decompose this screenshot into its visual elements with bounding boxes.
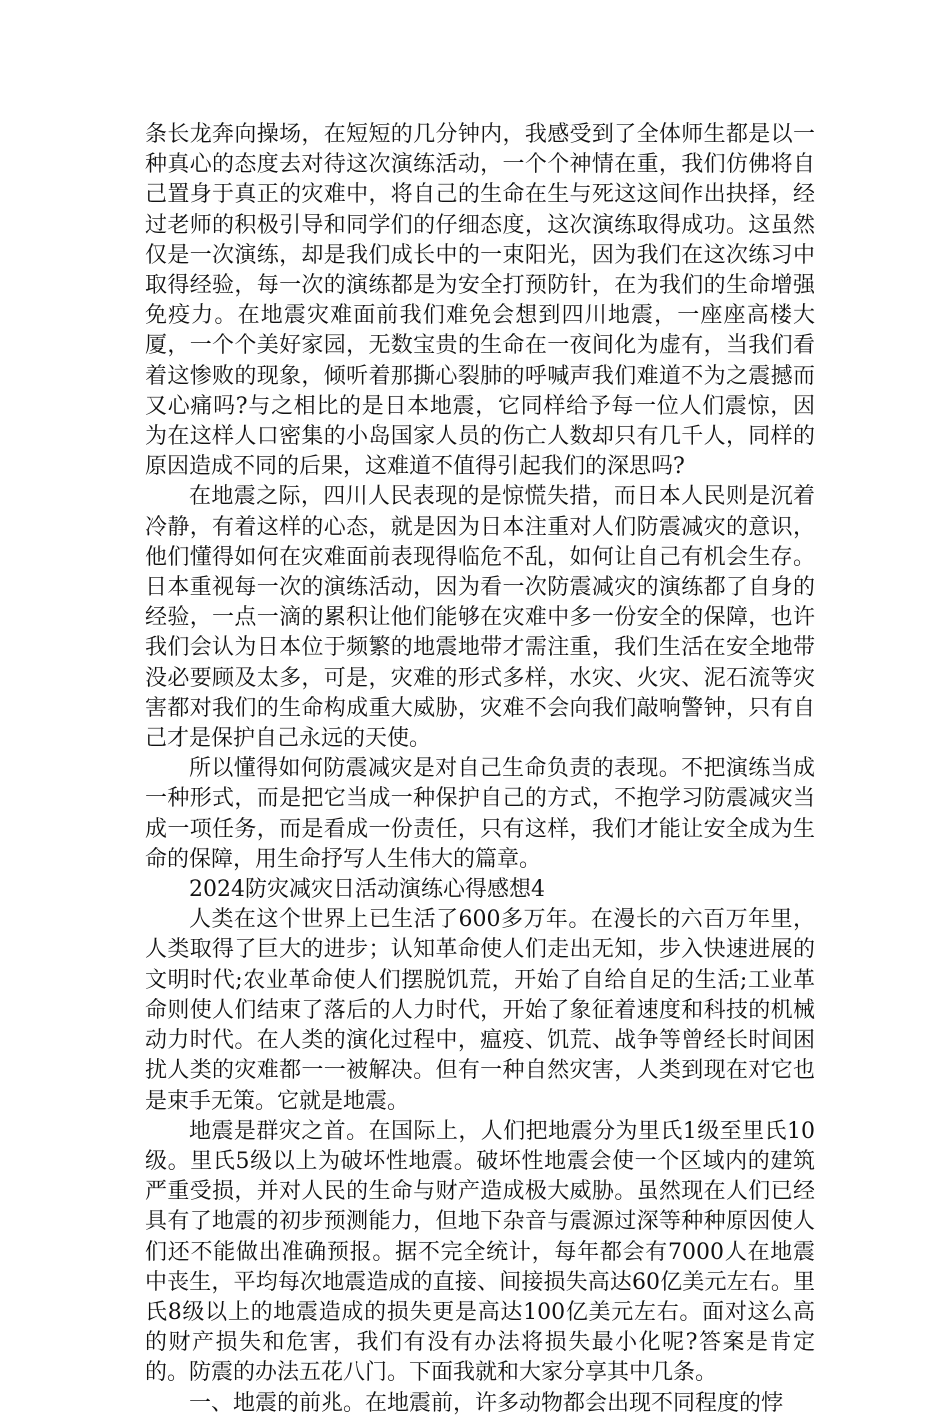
document-page [145, 120, 815, 1419]
body-paragraph: 人类在这个世界上已生活了600多万年。在漫长的六百万年里，人类取得了巨大的进步；认知革命使人们走出无知，步入快速进展的文明时代;农业革命使人们摆脱饥荒，开始了自给自足的生活;工业革命则使人们结束了落后的人力时代，开始了象征着速度和科技的机械动力时代。在人类的演化过程中，瘟疫、饥荒、战争等曾经长时间困扰人类的灾难都一一被解决。但有一种自然灾害，人类到现在对它也是束手无策。它就是地震。 [145, 907, 815, 1114]
body-paragraph: 地震是群灾之首。在国际上，人们把地震分为里氏1级至里氏10级。里氏5级以上为破坏性地震。破坏性地震会使一个区域内的建筑严重受损，并对人民的生命与财产造成极大威胁。虽然现在人们已经具有了地震的初步预测能力，但地下杂音与震源过深等种种原因使人们还不能做出准确预报。据不完全统计，每年都会有7000人在地震中丧生，平均每次地震造成的直接、间接损失高达60亿美元左右。里氏8级以上的地震造成的损失更是高达100亿美元左右。面对这么高的财产损失和危害，我们有没有办法将损失最小化呢?答案是肯定的。防震的办法五花八门。下面我就和大家分享其中几条。 [145, 1118, 815, 1386]
body-paragraph: 条长龙奔向操场，在短短的几分钟内，我感受到了全体师生都是以一种真心的态度去对待这次演练活动，一个个神情在重，我们仿佛将自己置身于真正的灾难中，将自己的生命在生与死这这间作出抉择，经过老师的积极引导和同学们的仔细态度，这次演练取得成功。这虽然仅是一次演练，却是我们成长中的一束阳光，因为我们在这次练习中取得经验，每一次的演练都是为安全打预防针，在为我们的生命增强免疫力。在地震灾难面前我们难免会想到四川地震，一座座高楼大厦，一个个美好家园，无数宝贵的生命在一夜间化为虚有，当我们看着这惨败的现象，倾听着那撕心裂肺的呼喊声我们难道不为之震撼而又心痛吗?与之相比的是日本地震，它同样给予每一位人们震惊，因为在这样人口密集的小岛国家人员的伤亡人数却只有几千人，同样的原因造成不同的后果，这难道不值得引起我们的深思吗? [145, 122, 815, 480]
section-heading: 2024防灾减灾日活动演练心得感想4 [189, 877, 545, 903]
body-paragraph: 在地震之际，四川人民表现的是惊慌失措，而日本人民则是沉着冷静，有着这样的心态，就是因为日本注重对人们防震减灾的意识，他们懂得如何在灾难面前表现得临危不乱，如何让自己有机会生存。日本重视每一次的演练活动，因为看一次防震减灾的演练都了自身的经验，一点一滴的累积让他们能够在灾难中多一份安全的保障，也许我们会认为日本位于频繁的地震地带才需注重，我们生活在安全地带没必要顾及太多，可是，灾难的形式多样，水灾、火灾、泥石流等灾害都对我们的生命构成重大威胁，灾难不会向我们敲响警钟，只有自己才是保护自己永远的天使。 [145, 484, 815, 752]
body-paragraph: 所以懂得如何防震减灾是对自己生命负责的表现。不把演练当成一种形式，而是把它当成一种保护自己的方式，不抱学习防震减灾当成一项任务，而是看成一份责任，只有这样，我们才能让安全成为生命的保障，用生命抒写人生伟大的篇章。 [145, 756, 815, 872]
body-paragraph: 一、地震的前兆。在地震前，许多动物都会出现不同程度的悖 [189, 1390, 784, 1416]
